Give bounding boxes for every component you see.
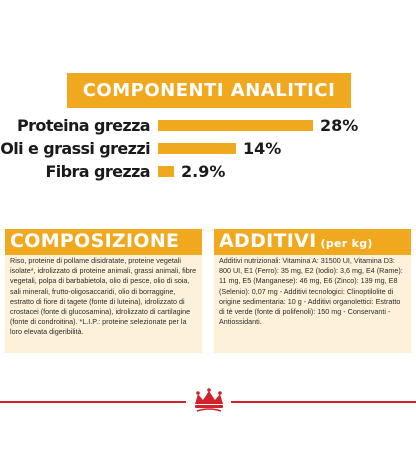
composition-text: Riso, proteine di pollame disidratate, proteine vegetali isolate*, idrolizzato di proteine animali, grassi animali, fibre vegetali, polpa di barbabietola, olio di pesce, olio di soia, sali minerali, frutto-oligosaccaridi, olio di borraggine, estratto di fiore di tagete (fonte di luteina), idrolizzato di crostacei (fonte di glucosamina), idrolizzato di cartilagine (fonte di condroitina). *L.I.P.: proteine selezionate per la loro elevata digeribilità. [10,256,197,337]
royal-canin-crown-icon [192,388,226,413]
bar-fill [158,166,174,177]
bar-value: 28% [320,116,359,135]
bar-label: Proteina grezza [17,116,150,135]
additives-panel [214,229,411,353]
footer-line-left [0,401,186,403]
analytic-components-title: COMPONENTI ANALITICI [82,80,336,101]
bar-value: 14% [243,139,282,158]
additives-title-wrap [219,230,373,252]
bar-value: 2.9% [181,162,226,181]
additives-title: ADDITIVI [219,230,317,252]
bar-label: Oli e grassi grezzi [0,139,150,158]
analytic-components-banner [67,73,351,108]
bar-label: Fibra grezza [45,162,150,181]
composition-header [5,229,202,255]
additives-header [214,229,411,255]
footer-line-right [231,401,416,403]
composition-panel [5,229,202,353]
composition-title: COMPOSIZIONE [10,230,180,252]
bar-fill [158,120,313,131]
additives-subtitle: (per kg) [320,237,373,250]
bar-fill [158,143,236,154]
additives-text: Additivi nutrizionali: Vitamina A: 31500 UI, Vitamina D3: 800 UI, E1 (Ferro): 35 mg, E2 (Iodio): 3,6 mg, E4 (Rame): 11 mg, E5 (Manganese): 46 mg, E6 (Zinco): 139 mg, E8 (Selenio): 0,07 mg - Additivi tecnologici: Clinoptilolite di origine sedimentaria: 10 g - Additivi organolettici: Estratto di tè verde (fonte di polifenoli): 150 mg - Conservanti - Antiossidanti. [219,256,403,327]
